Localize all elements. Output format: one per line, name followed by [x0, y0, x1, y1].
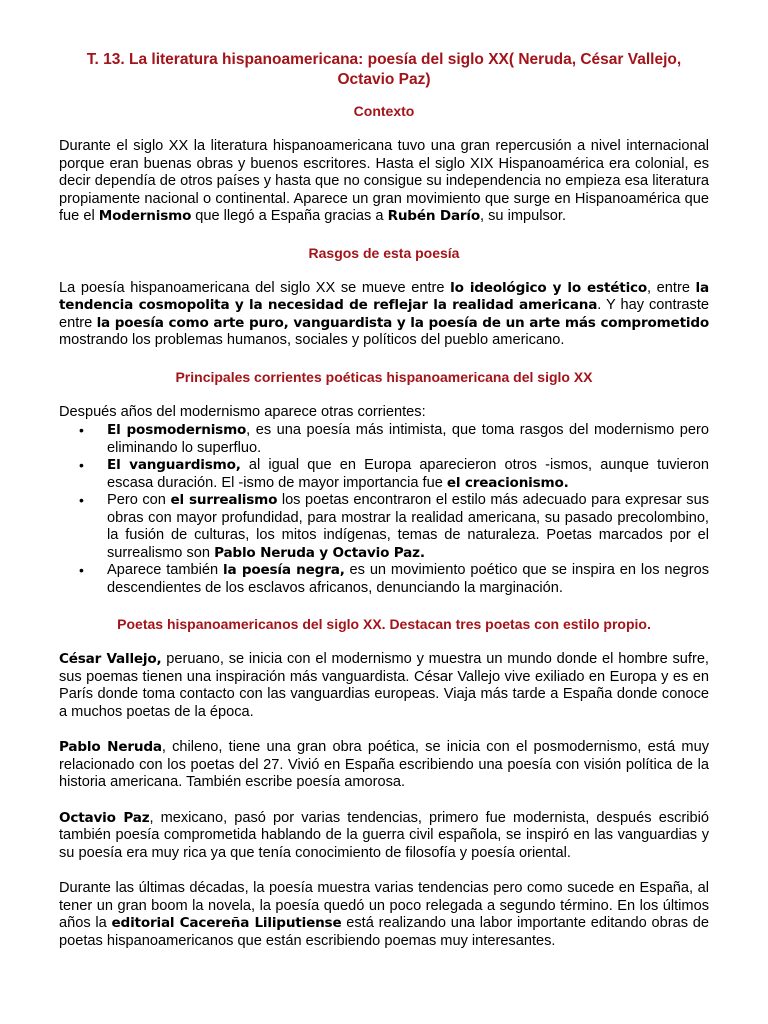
- paragraph-neruda: [59, 739, 709, 792]
- bullet-icon: •: [79, 422, 84, 438]
- text-run: mostrando los problemas humanos, sociales y políticos del pueblo americano.: [59, 332, 565, 348]
- bold-run: lo ideológico y lo estético: [450, 279, 648, 296]
- text-run: es un movimiento poético que se inspira en los negros descendientes de los esclavos africanos, denunciando la marginación.: [107, 562, 709, 596]
- text-run: , es una poesía más intimista, que toma rasgos del modernismo pero eliminando lo superfluo.: [107, 422, 709, 456]
- bold-run: Rubén Darío: [387, 208, 481, 224]
- heading-poetas: Poetas hispanoamericanos del siglo XX. Destacan tres poetas con estilo propio.: [117, 616, 651, 632]
- bold-run: Pablo Neruda: [59, 739, 162, 755]
- bullet-icon: •: [79, 492, 84, 508]
- heading-corrientes: Principales corrientes poéticas hispanoamericana del siglo XX: [175, 368, 593, 385]
- text-run: . Y hay contraste entre: [59, 297, 710, 331]
- list-item: [59, 492, 709, 562]
- paragraph-contexto: [59, 138, 709, 226]
- bold-run: El vanguardismo,: [107, 457, 241, 473]
- bold-run: el creacionismo.: [446, 474, 569, 491]
- text-run: está realizando una labor importante editando obras de poetas hispanoamericanos que están escribiendo poemas muy interesantes.: [59, 915, 709, 949]
- bold-run: la poesía negra,: [223, 562, 345, 578]
- corrientes-list: [59, 422, 709, 597]
- bold-run: El posmodernismo: [107, 422, 247, 438]
- bold-run: la tendencia cosmopolita y la necesidad de reflejar la realidad americana: [59, 279, 709, 313]
- list-item: [59, 422, 709, 457]
- heading-contexto: Contexto: [353, 103, 415, 119]
- document-title: T. 13. La literatura hispanoamericana: poesía del siglo XX( Neruda, César Vallejo, Octavio Paz): [86, 51, 682, 88]
- text-run: Durante el siglo XX la literatura hispanoamericana tuvo una gran repercusión a nivel internacional porque eran buenas obras y buenos escritores. Hasta el siglo XIX Hispanoamérica era colonial, es decir dependía de otros países y hasta que no consigue su independencia no empieza esa literatura propiamente nacional o continental. Aparece un gran movimiento que surge en Hispanoamérica que fue el: [59, 138, 709, 224]
- paragraph-corrientes-lead: Después años del modernismo aparece otras corrientes:: [59, 403, 426, 420]
- text-run: , mexicano, pasó por varias tendencias, primero fue modernista, después escribió también poesía comprometida hablando de la guerra civil española, se inspiró en las vanguardias y su poesía era muy rica ya que tenía conocimiento de filosofía y poesía oriental.: [59, 809, 709, 861]
- text-run: los poetas encontraron el estilo más adecuado para expresar sus obras con mayor profundidad, para mostrar la realidad americana, su pasado precolombino, la fusión de culturas, los mitos indígenas, temas de naturaleza. Poetas marcados por el surrealismo son: [107, 492, 709, 561]
- bullet-icon: •: [79, 457, 84, 473]
- paragraph-paz: [59, 810, 709, 863]
- text-run: , chileno, tiene una gran obra poética, se inicia con el posmodernismo, está muy relacionado con los poetas del 27. Vivió en España escribiendo una poesía con visión política de la historia americana. También escribe poesía amorosa.: [59, 739, 710, 790]
- heading-rasgos: Rasgos de esta poesía: [308, 244, 460, 261]
- list-item: [59, 457, 709, 492]
- bold-run: el surrealismo: [170, 492, 278, 508]
- text-run: , entre: [647, 279, 696, 296]
- text-run: Pero con: [107, 492, 171, 508]
- document-page: [59, 50, 709, 968]
- bold-run: Pablo Neruda y Octavio Paz.: [214, 544, 425, 561]
- text-run: que llegó a España gracias a: [191, 208, 388, 224]
- paragraph-rasgos: [59, 280, 709, 350]
- text-run: al igual que en Europa aparecieron otros -ismos, aunque tuvieron escasa duración. El -ismo de mayor importancia fue: [107, 457, 709, 491]
- bullet-icon: •: [79, 562, 84, 578]
- paragraph-ultimas-decadas: [59, 880, 709, 950]
- bold-run: la poesía como arte puro, vanguardista y la poesía de un arte más comprometido: [96, 314, 709, 331]
- bold-run: César Vallejo,: [59, 651, 162, 667]
- text-run: peruano, se inicia con el modernismo y muestra un mundo donde el hombre sufre, sus poemas tienen una inspiración más vanguardista. César Vallejo vive exiliado en Europa y es en París donde toma contacto con las vanguardias europeas. Viaja más tarde a España donde conoce a muchos poetas de la época.: [59, 651, 709, 720]
- list-item: [59, 562, 709, 597]
- bold-run: Modernismo: [98, 208, 192, 224]
- text-run: La poesía hispanoamericana del siglo XX se mueve entre: [59, 279, 451, 296]
- text-run: Aparece también: [107, 562, 224, 578]
- text-run: , su impulsor.: [480, 208, 567, 224]
- text-run: Durante las últimas décadas, la poesía muestra varias tendencias pero como sucede en España, al tener un gran boom la novela, la poesía quedó un poco relegada a segundo término. En los últimos años la: [59, 880, 709, 931]
- paragraph-vallejo: [59, 651, 709, 721]
- bold-run: editorial Cacereña Liliputiense: [111, 915, 342, 931]
- bold-run: Octavio Paz: [59, 809, 150, 826]
